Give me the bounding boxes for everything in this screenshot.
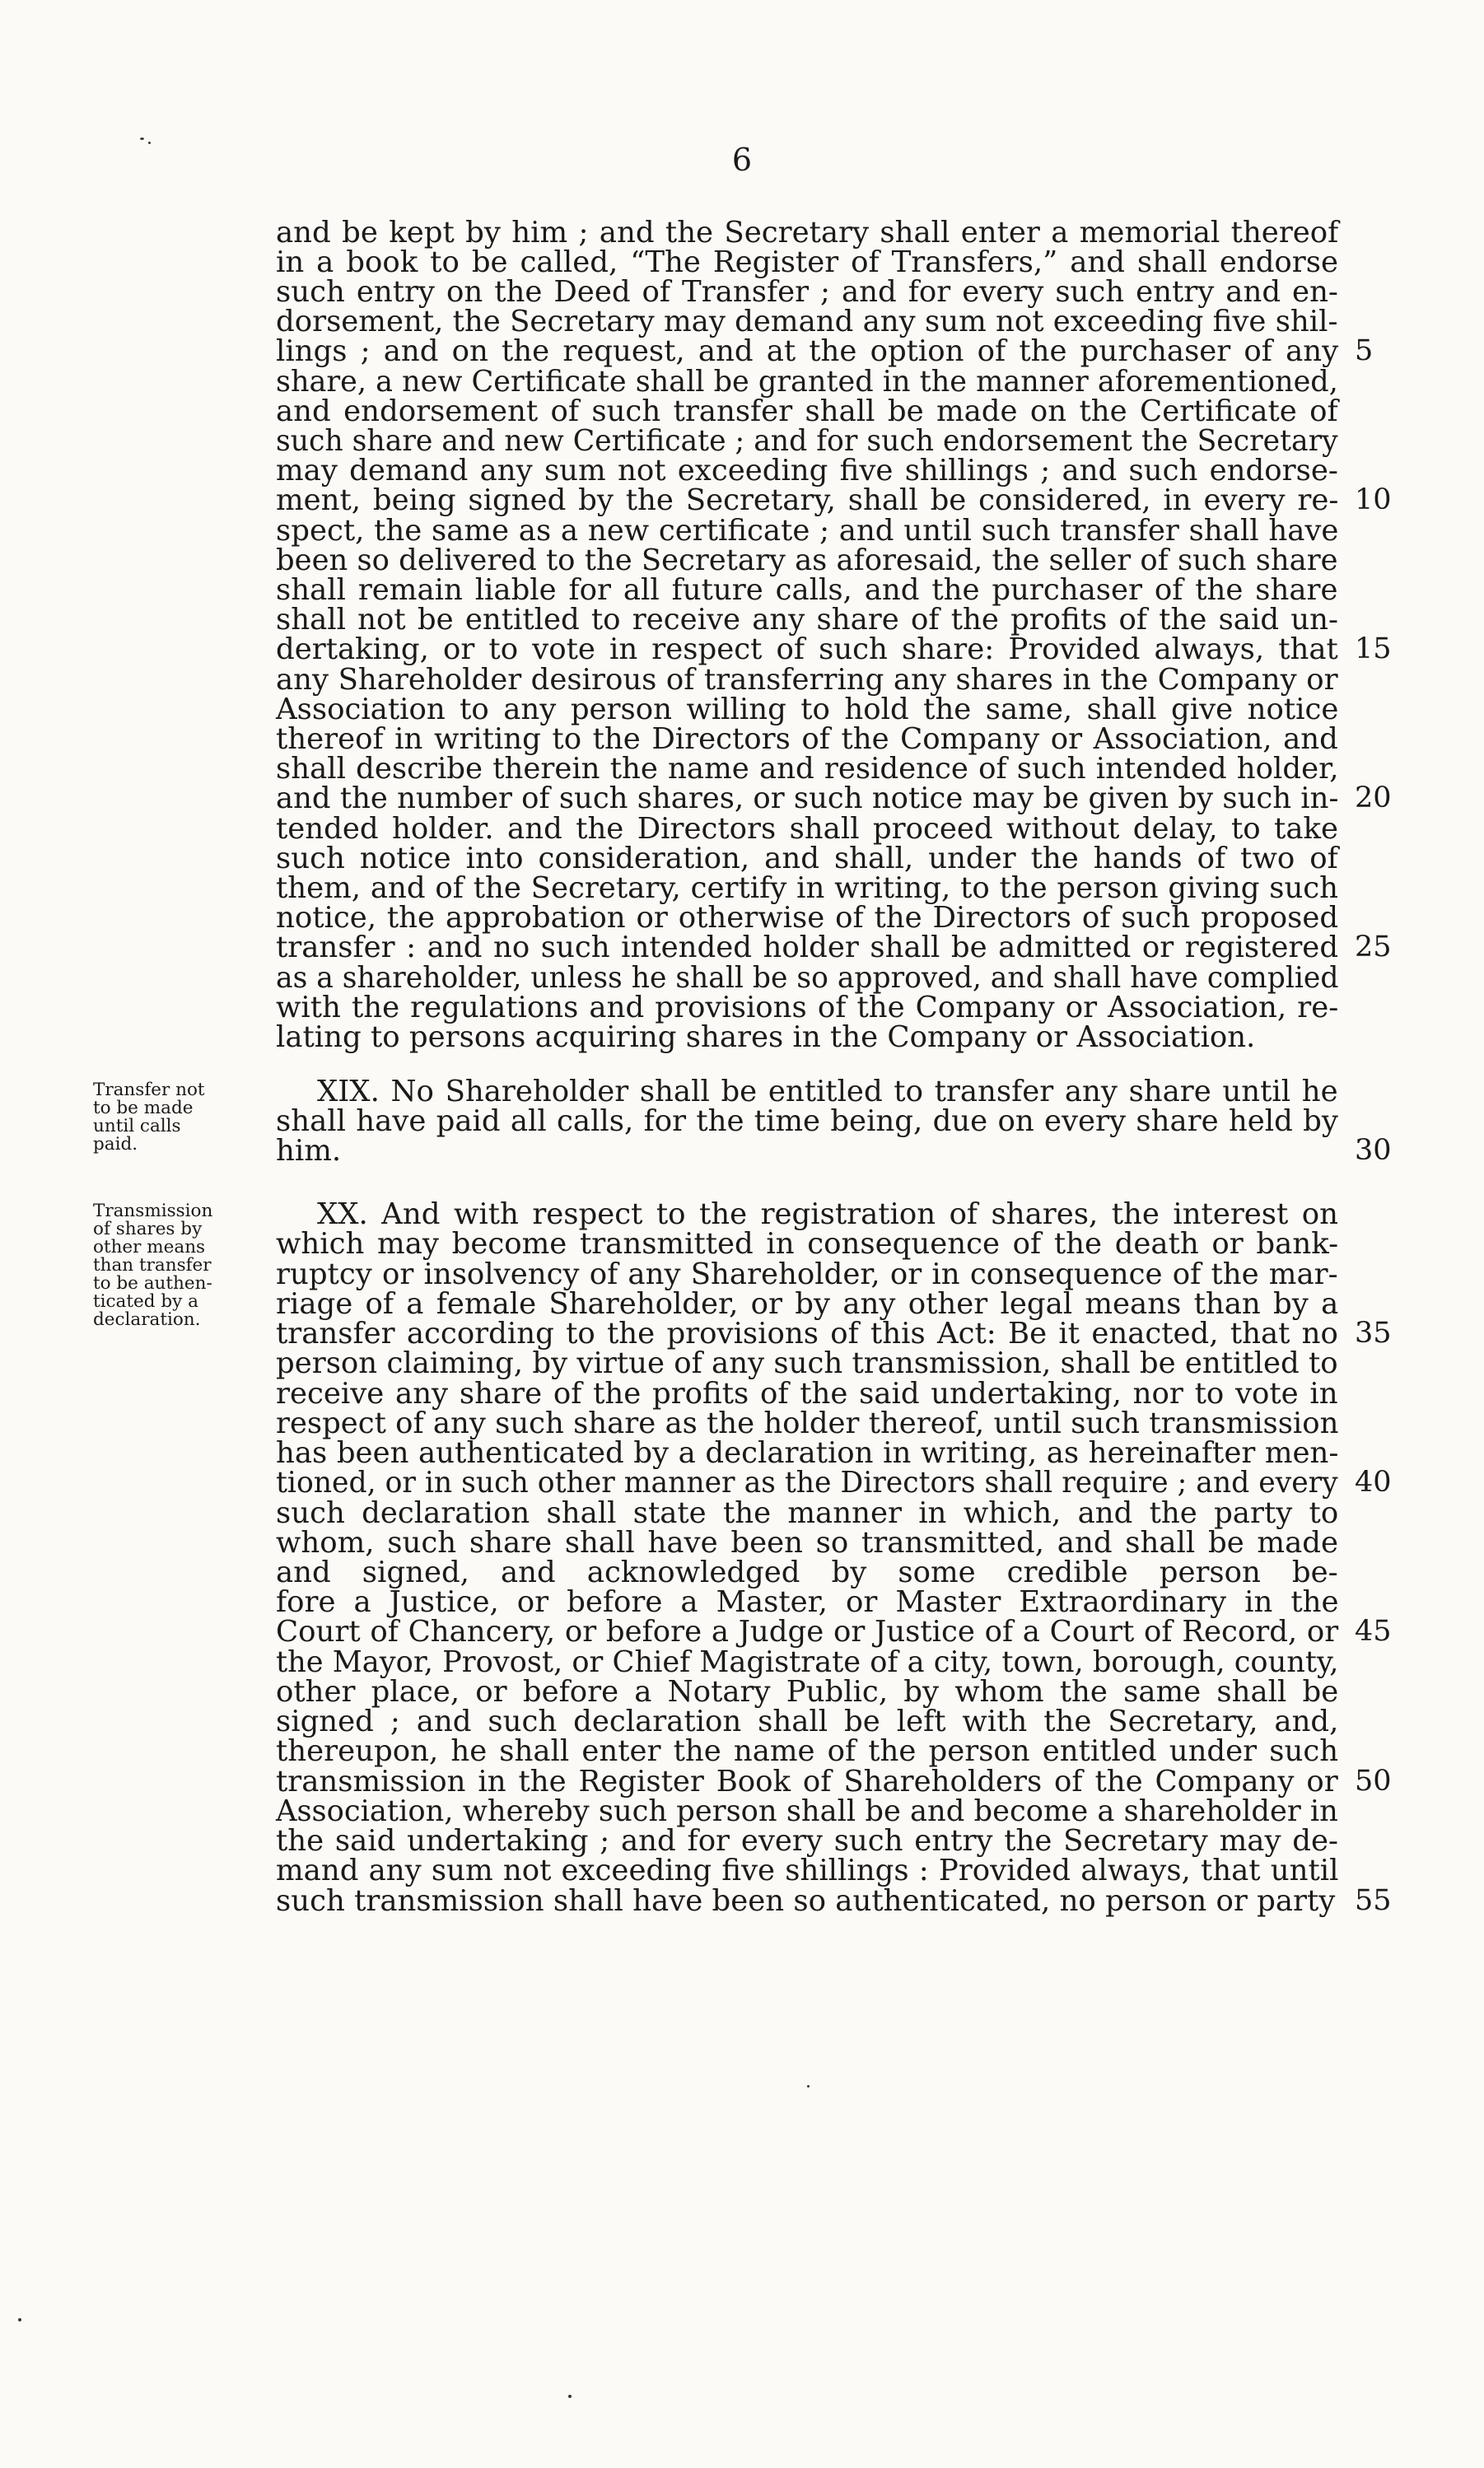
text-line: the said undertaking ; and for every such entry the Secretary may de- — [276, 1824, 1339, 1858]
text-line: lings ; and on the request, and at the option of the purchaser of any — [276, 334, 1339, 368]
text-line: with the regulations and provisions of the Company or Association, re- — [276, 991, 1339, 1024]
text-line: riage of a female Shareholder, or by any other legal means than by a — [276, 1287, 1339, 1321]
text-line: shall have paid all calls, for the time being, due on every share held by — [276, 1104, 1338, 1138]
paper-speck — [18, 2318, 21, 2321]
paper-speck — [140, 138, 144, 140]
text-line: Association, whereby such person shall be and become a shareholder in — [276, 1794, 1338, 1828]
text-line: tended holder. and the Directors shall proceed without delay, to take — [276, 812, 1338, 846]
margin-note-line: to be authen- — [93, 1273, 212, 1294]
margin-note-line: Transmission — [93, 1201, 213, 1221]
text-line: shall describe therein the name and residence of such intended holder, — [276, 752, 1339, 786]
text-line: him. — [276, 1134, 342, 1168]
text-line: in a book to be called, “The Register of Transfers,” and shall endorse — [276, 245, 1338, 279]
text-line: tioned, or in such other manner as the Directors shall require ; and every — [276, 1466, 1338, 1500]
text-line: share, a new Certificate shall be granted in the manner aforementioned, — [276, 365, 1338, 399]
line-number: 35 — [1355, 1317, 1392, 1350]
margin-note-line: until calls — [93, 1116, 181, 1136]
margin-note-line: ticated by a — [93, 1291, 198, 1312]
text-line: signed ; and such declaration shall be left with the Secretary, and, — [276, 1705, 1339, 1738]
text-line: notice, the approbation or otherwise of the Directors of such proposed — [276, 901, 1339, 935]
text-line: such notice into consideration, and shall, under the hands of two of — [276, 842, 1338, 875]
text-line: which may become transmitted in consequence of the death or bank- — [276, 1227, 1339, 1261]
line-number: 40 — [1355, 1466, 1392, 1499]
paper-speck — [568, 2395, 572, 2398]
text-line: transfer : and no such intended holder shall be admitted or registered — [276, 931, 1339, 964]
text-line: may demand any sum not exceeding five shillings ; and such endorse- — [276, 454, 1338, 488]
page-number: 6 — [731, 142, 753, 178]
line-number: 55 — [1355, 1884, 1392, 1917]
text-line: dertaking, or to vote in respect of such share: Provided always, that — [276, 632, 1338, 666]
text-line: shall remain liable for all future calls, and the purchaser of the share — [276, 573, 1338, 607]
text-line: Court of Chancery, or before a Judge or Justice of a Court of Record, or — [276, 1615, 1339, 1649]
text-line: other place, or before a Notary Public, by whom the same shall be — [276, 1675, 1339, 1709]
text-line: mand any sum not exceeding five shillings : Provided always, that until — [276, 1854, 1339, 1887]
margin-note-line: paid. — [93, 1134, 138, 1155]
paper-speck — [148, 142, 151, 144]
text-line: such entry on the Deed of Transfer ; and for every such entry and en- — [276, 275, 1338, 309]
text-line: person claiming, by virtue of any such transmission, shall be entitled to — [276, 1346, 1338, 1380]
paper-speck — [807, 2085, 810, 2088]
text-line: ment, being signed by the Secretary, shall be considered, in every re- — [276, 483, 1339, 517]
text-line: fore a Justice, or before a Master, or Master Extraordinary in the — [276, 1585, 1339, 1619]
margin-note-line: other means — [93, 1237, 206, 1257]
text-line: such share and new Certificate ; and for such endorsement the Secretary — [276, 424, 1338, 458]
line-number: 30 — [1355, 1134, 1392, 1167]
margin-note-transmission — [93, 1202, 258, 1329]
line-number: 25 — [1355, 931, 1392, 963]
text-line: as a shareholder, unless he shall be so approved, and shall have complied — [276, 961, 1339, 995]
section-heading-line: XIX. No Shareholder shall be entitled to transfer any share until he — [317, 1075, 1338, 1108]
text-line: such transmission shall have been so authenticated, no person or party — [276, 1884, 1336, 1918]
text-line: them, and of the Secretary, certify in writing, to the person giving such — [276, 871, 1339, 905]
text-line: and be kept by him ; and the Secretary shall enter a memorial thereof — [276, 216, 1339, 250]
text-line: ruptcy or insolvency of any Shareholder, or in consequence of the mar- — [276, 1257, 1338, 1291]
section-heading-line: XX. And with respect to the registration of shares, the interest on — [317, 1197, 1338, 1231]
line-number: 20 — [1355, 781, 1392, 814]
text-line: has been authenticated by a declaration in writing, as hereinafter men- — [276, 1436, 1339, 1470]
margin-note-line: to be made — [93, 1098, 194, 1118]
line-number: 10 — [1355, 483, 1392, 516]
text-line: thereof in writing to the Directors of the Company or Association, and — [276, 722, 1338, 756]
text-line: dorsement, the Secretary may demand any sum not exceeding five shil- — [276, 305, 1338, 338]
line-number: 15 — [1355, 632, 1392, 665]
line-number: 5 — [1355, 334, 1374, 367]
text-line: respect of any such share as the holder thereof, until such transmission — [276, 1407, 1339, 1440]
text-line: spect, the same as a new certificate ; and until such transfer shall have — [276, 514, 1339, 548]
text-line: any Shareholder desirous of transferring any shares in the Company or — [276, 663, 1338, 697]
margin-note-line: than transfer — [93, 1255, 212, 1276]
margin-note-line: Transfer not — [93, 1080, 205, 1100]
text-line: been so delivered to the Secretary as aforesaid, the seller of such share — [276, 544, 1338, 577]
text-line: such declaration shall state the manner in which, and the party to — [276, 1496, 1339, 1530]
line-number: 50 — [1355, 1765, 1392, 1798]
text-line: receive any share of the profits of the said undertaking, nor to vote in — [276, 1377, 1338, 1411]
text-line: and the number of such shares, or such notice may be given by such in- — [276, 781, 1339, 815]
text-line: transfer according to the provisions of this Act: Be it enacted, that no — [276, 1317, 1338, 1351]
text-line: and signed, and acknowledged by some credible person be- — [276, 1556, 1338, 1589]
line-number: 45 — [1355, 1615, 1392, 1648]
text-line: shall not be entitled to receive any share of the profits of the said un- — [276, 603, 1338, 637]
text-line: lating to persons acquiring shares in the Company or Association. — [276, 1020, 1256, 1054]
text-line: the Mayor, Provost, or Chief Magistrate of a city, town, borough, county, — [276, 1645, 1339, 1679]
text-line: whom, such share shall have been so transmitted, and shall be made — [276, 1526, 1338, 1560]
text-line: and endorsement of such transfer shall be made on the Certificate of — [276, 394, 1338, 428]
text-line: Association to any person willing to hold the same, shall give notice — [276, 693, 1339, 726]
text-line: transmission in the Register Book of Shareholders of the Company or — [276, 1765, 1338, 1799]
margin-note-transfer — [93, 1081, 258, 1154]
margin-note-line: of shares by — [93, 1219, 203, 1239]
text-line: thereupon, he shall enter the name of the person entitled under such — [276, 1734, 1339, 1768]
margin-note-line: declaration. — [93, 1309, 201, 1330]
